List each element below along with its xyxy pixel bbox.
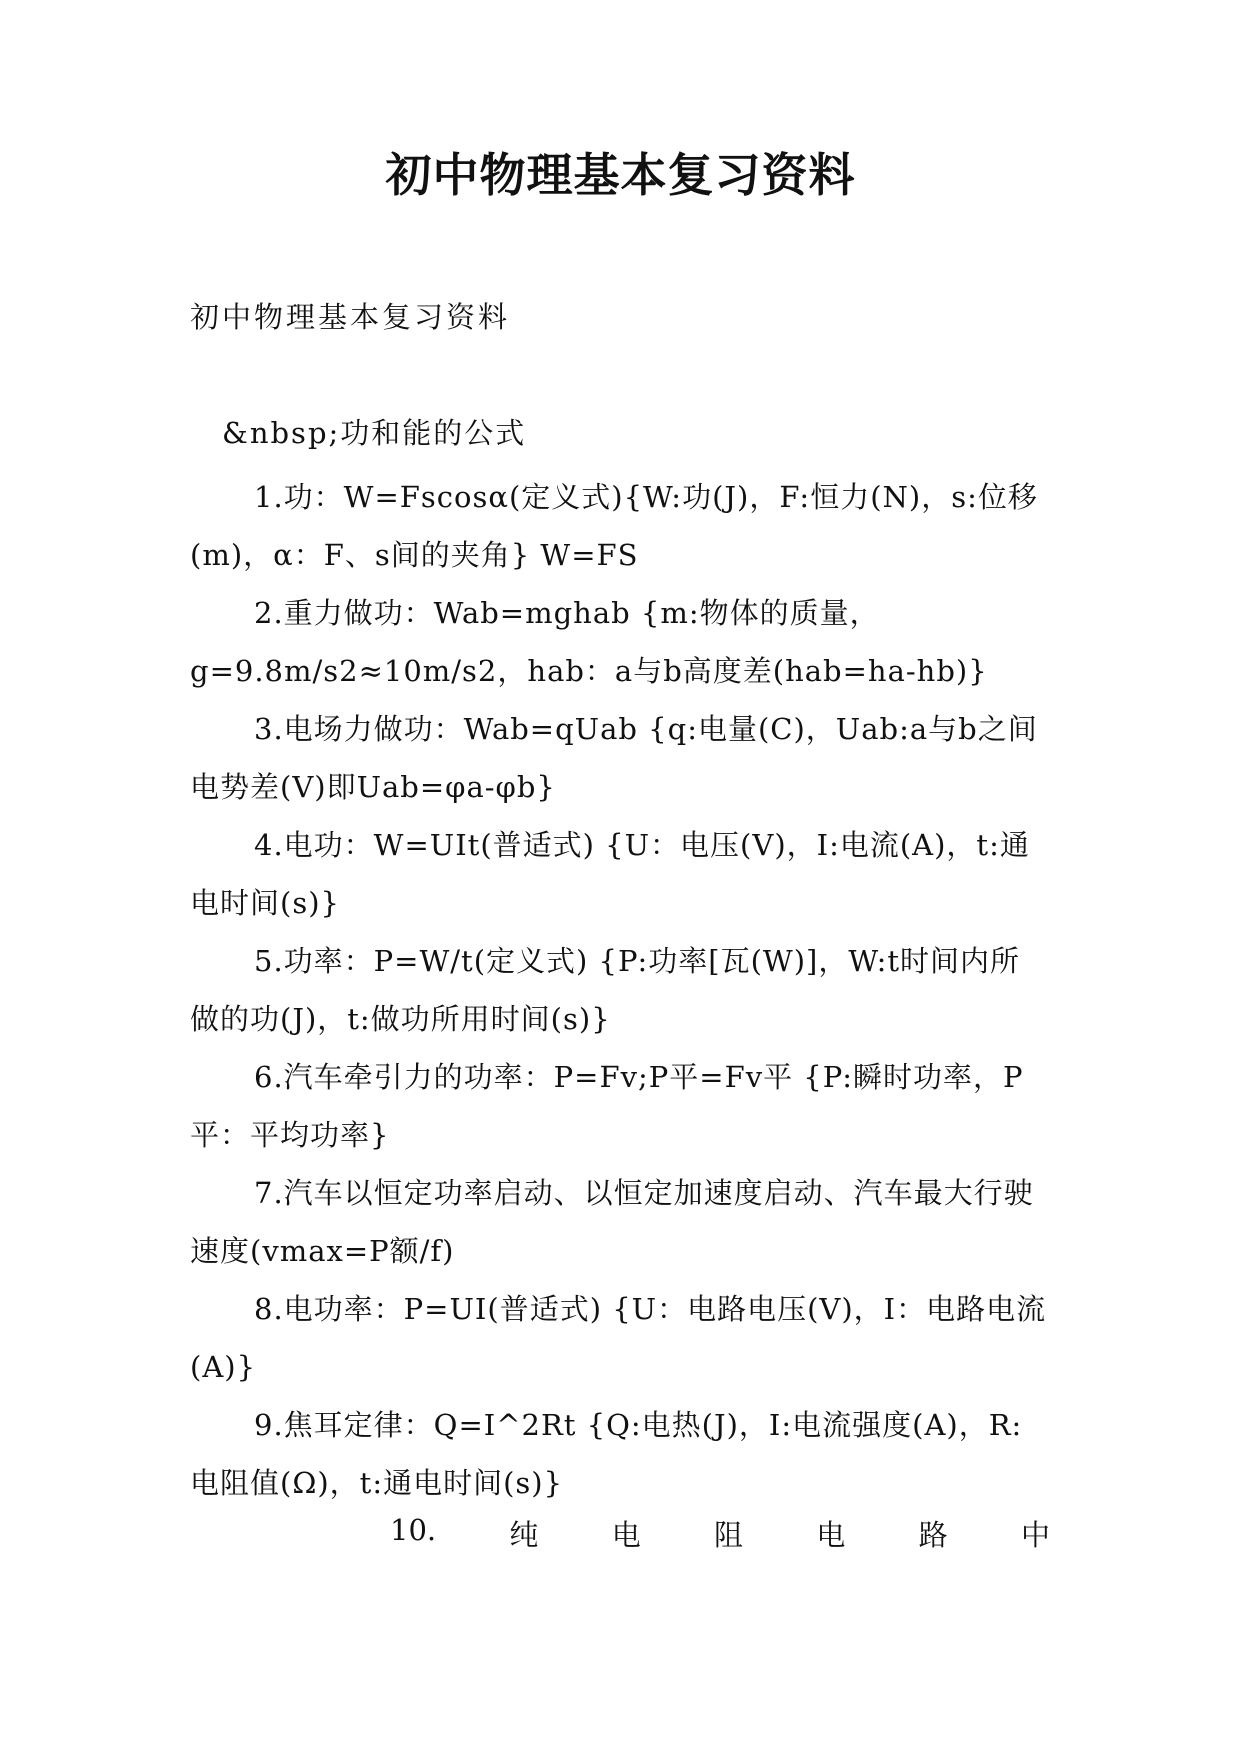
formula-item-8: 8.电功率：P=UI(普适式) {U：电路电压(V)，I：电路电流(A)} [190,1292,1047,1384]
formula-item-5: 5.功率：P=W/t(定义式) {P:功率[瓦(W)]，W:t时间内所做的功(J)，t:做功所用时间(s)} [190,944,1021,1036]
last-line-word: 纯 [509,1518,539,1552]
last-line-word: 中 [1020,1518,1050,1552]
document-subtitle: 初中物理基本复习资料 [190,300,511,334]
formula-item-1: 1.功：W=Fscosα(定义式){W:功(J)，F:恒力(N)，s:位移(m)，α：F、s间的夹角} W=FS [190,480,1038,572]
section-heading: &nbsp;功和能的公式 [222,416,527,450]
formula-item-3: 3.电场力做功：Wab=qUab {q:电量(C)，Uab:a与b之间电势差(V)即Uab=φa-φb} [190,712,1038,804]
formula-item-2: 2.重力做功：Wab=mghab {m:物体的质量，g=9.8m/s2≈10m/s2，hab：a与b高度差(hab=ha-hb)} [190,596,988,688]
formula-item-6: 6.汽车牵引力的功率：P=Fv;P平=Fv平 {P:瞬时功率，P平：平均功率} [190,1060,1024,1152]
formula-item-9: 9.焦耳定律：Q=I^2Rt {Q:电热(J)，I:电流强度(A)，R:电阻值(Ω)，t:通电时间(s)} [190,1408,1023,1500]
formula-item-10-partial [390,1513,1050,1554]
last-line-word: 路 [918,1518,948,1552]
formula-item-7: 7.汽车以恒定功率启动、以恒定加速度启动、汽车最大行驶速度(vmax=P额/f) [190,1176,1034,1268]
last-line-word: 电 [816,1518,846,1552]
formula-item-4: 4.电功：W=UIt(普适式) {U：电压(V)，I:电流(A)，t:通电时间(s)} [190,828,1030,920]
last-line-word: 电 [611,1518,641,1552]
last-line-word: 10. [390,1513,437,1547]
formula-list [190,468,1050,1512]
document-title: 初中物理基本复习资料 [385,148,856,202]
last-line-word: 阻 [714,1518,744,1552]
